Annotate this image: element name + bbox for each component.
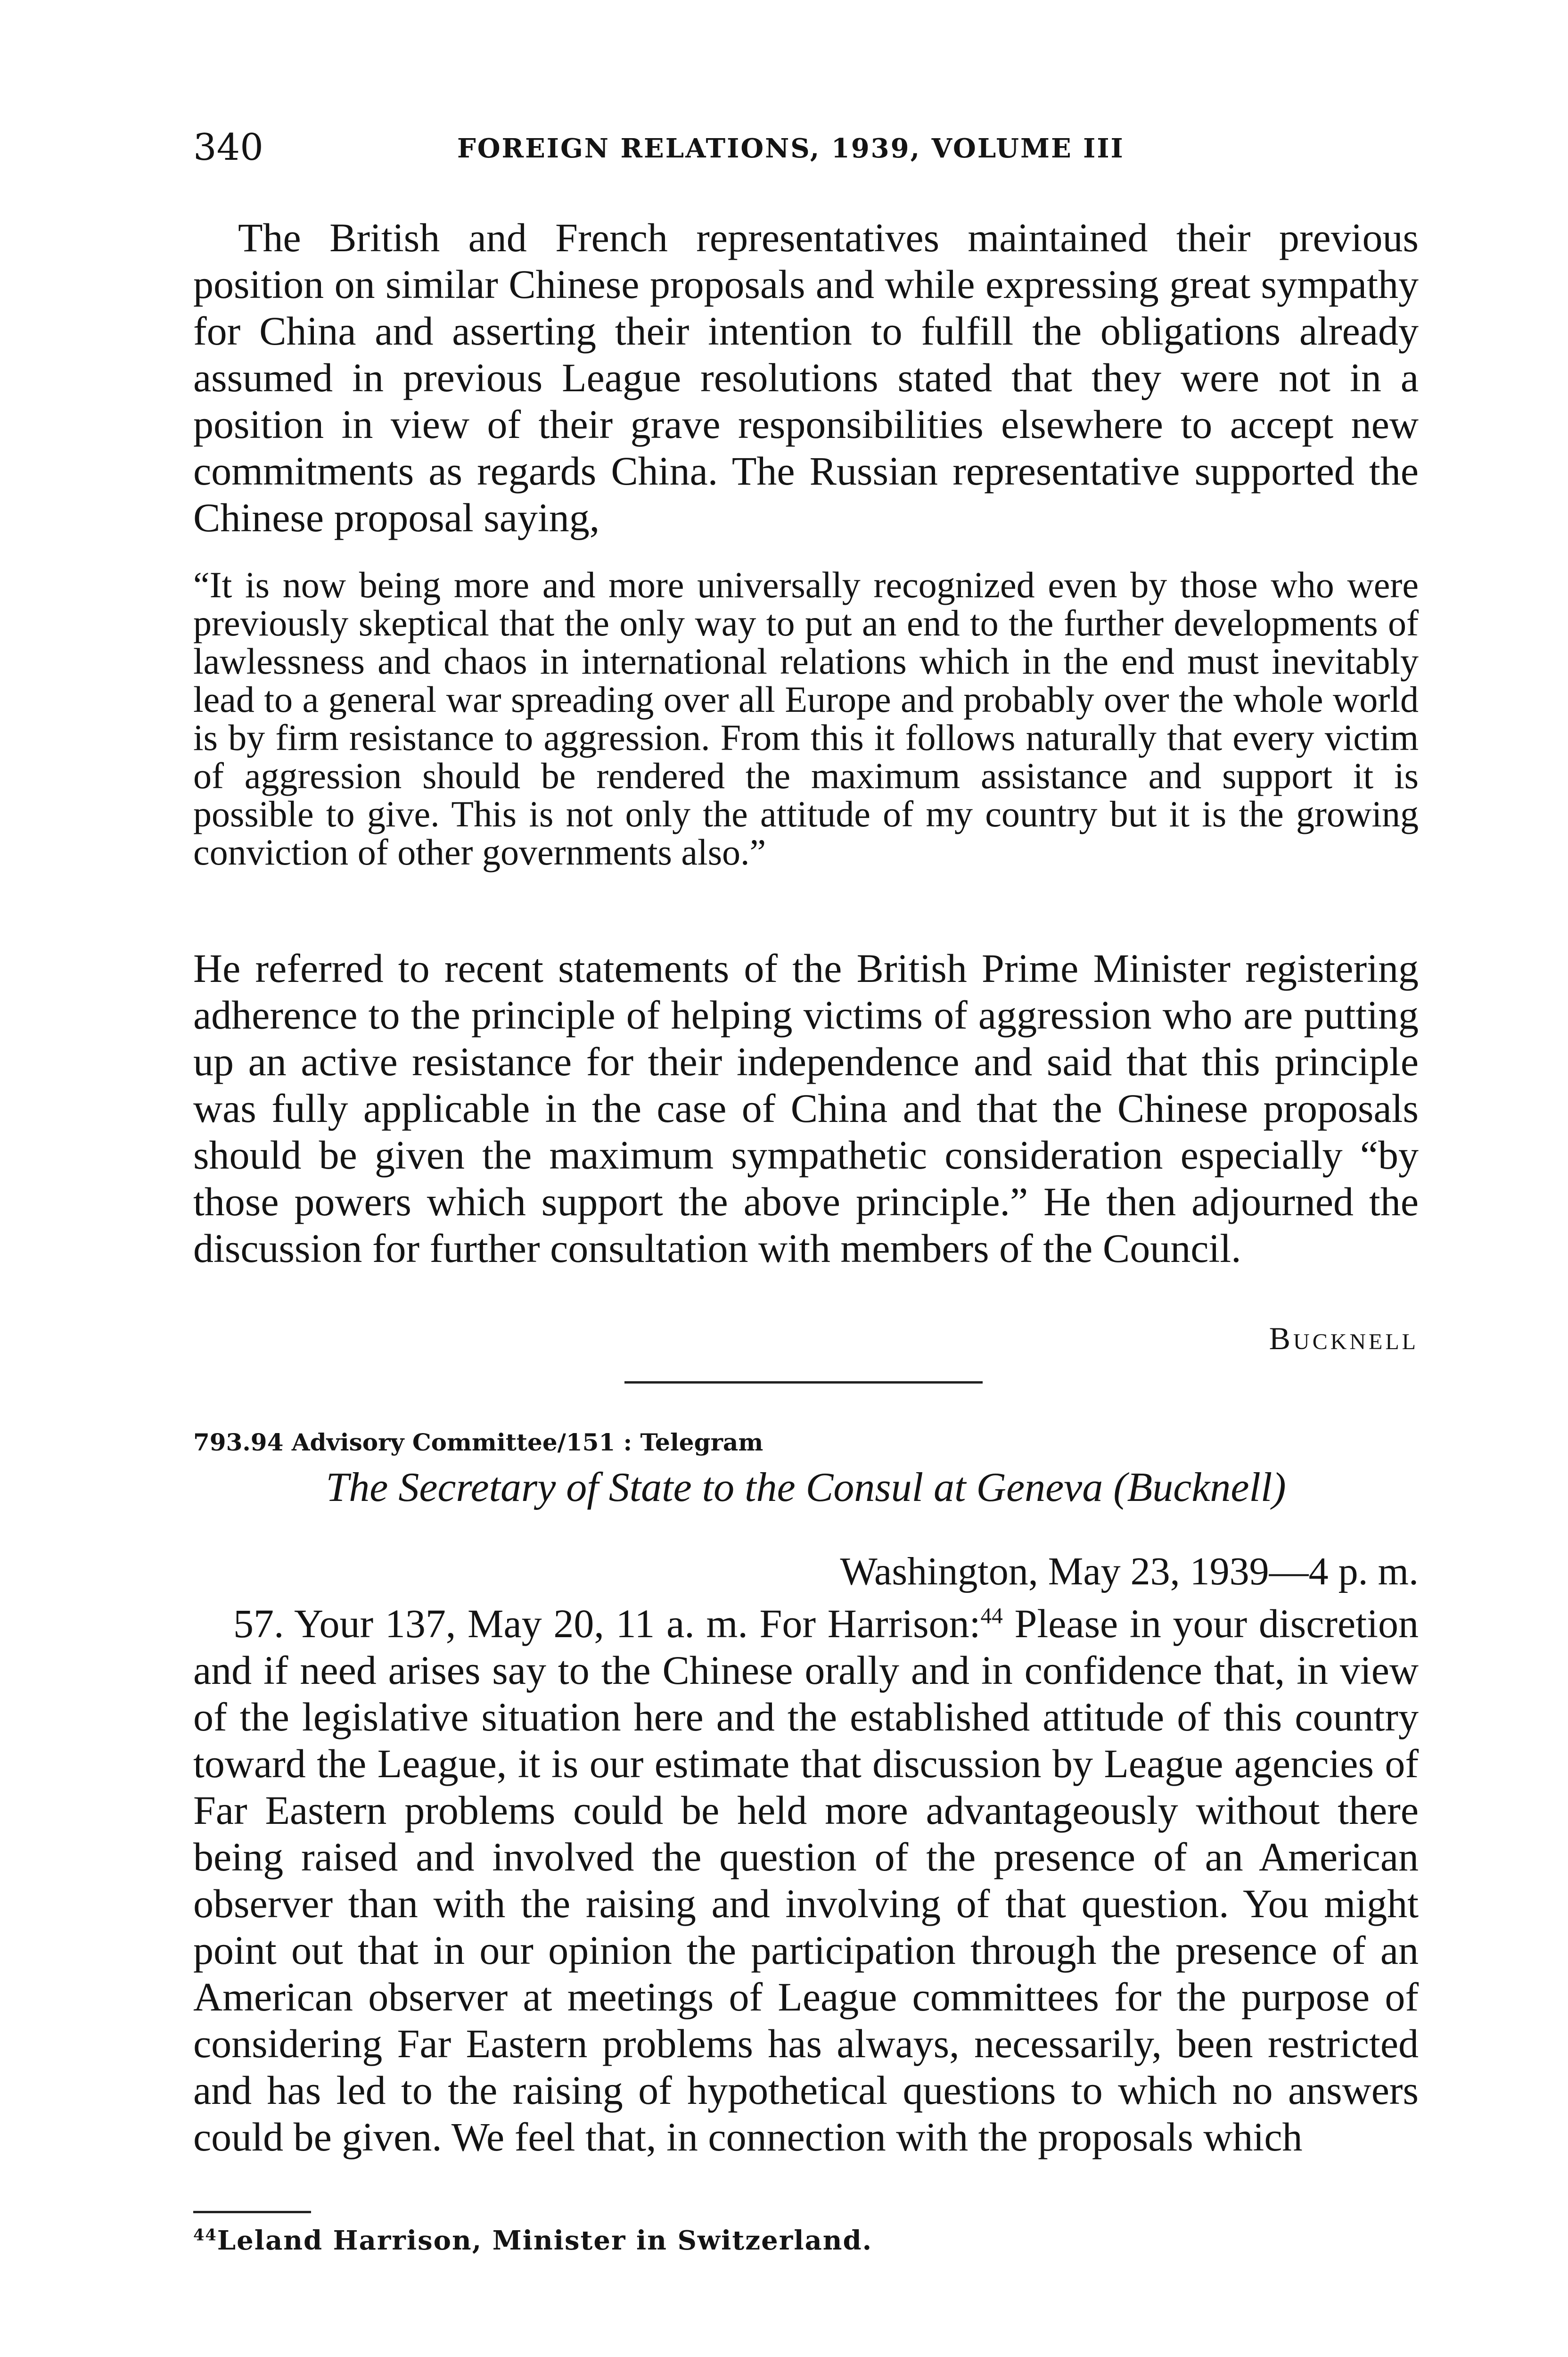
footnote-divider [193, 2211, 311, 2213]
footnote-reference[interactable]: 44 [980, 1604, 1003, 1629]
document-title: The Secretary of State to the Consul at Geneva (Bucknell) [326, 1465, 1286, 1510]
block-quotation: “It is now being more and more universally recognized even by those who were previously skeptical that the only way to put an end to the further developments of lawlessness and chaos in international relations which in the end must inevitably lead to a general war spreading over all Europe and probably over the whole world is by firm resistance to aggression. From this it follows naturally that every victim of aggression should be rendered the maximum assistance and support it is possible to give. This is not only the attitude of my country but it is the growing conviction of other governments also.” [193, 564, 1419, 873]
footnote-text: Leland Harrison, Minister in Switzerland. [217, 2225, 873, 2256]
page-number: 340 [193, 126, 263, 169]
telegram-text-start: 57. Your 137, May 20, 11 a. m. For Harrison: [233, 1601, 981, 1646]
footnote [193, 2225, 872, 2256]
file-reference: 793.94 Advisory Committee/151 : Telegram [193, 1428, 763, 1456]
running-title: FOREIGN RELATIONS, 1939, VOLUME III [457, 133, 1125, 164]
signature: Bucknell [1269, 1320, 1419, 1356]
dateline: Washington, May 23, 1939—4 p. m. [840, 1549, 1419, 1593]
page-header [193, 126, 1419, 183]
footnote-marker: 44 [193, 2225, 217, 2244]
paragraph-1: The British and French representatives maintained their previous position on similar Chinese proposals and while expressing great sympathy for China and asserting their intention to fulfill the obligations already assumed in previous League resolutions stated that they were not in a position in view of their grave responsibilities elsewhere to accept new commitments as regards China. The Russian representative supported the Chinese proposal saying, [193, 215, 1419, 540]
paragraph-2: He referred to recent statements of the British Prime Minister registering adherence to the principle of helping victims of aggression who are putting up an active resistance for their independence and said that this principle was fully applicable in the case of China and that the Chinese proposals should be given the maximum sympathetic consideration especially “by those powers which support the above principle.” He then adjourned the discussion for further consultation with members of the Council. [193, 946, 1419, 1271]
telegram-text-rest: Please in your discretion and if need arises say to the Chinese orally and in confidence that, in view of the legislative situation here and the established attitude of this country toward the League, it is our estimate that discussion by League agencies of Far Eastern problems could be held more advantageously without there being raised and involved the question of the presence of an American observer than with the raising and involving of that question. You might point out that in our opinion the participation through the presence of an American observer at meetings of League committees for the purpose of considering Far Eastern problems has always, necessarily, been restricted and has led to the raising of hypothetical questions to which no answers could be given. We feel that, in connection with the proposals which [193, 1601, 1419, 2159]
telegram-text [193, 1600, 1419, 2160]
section-divider [624, 1381, 983, 1384]
